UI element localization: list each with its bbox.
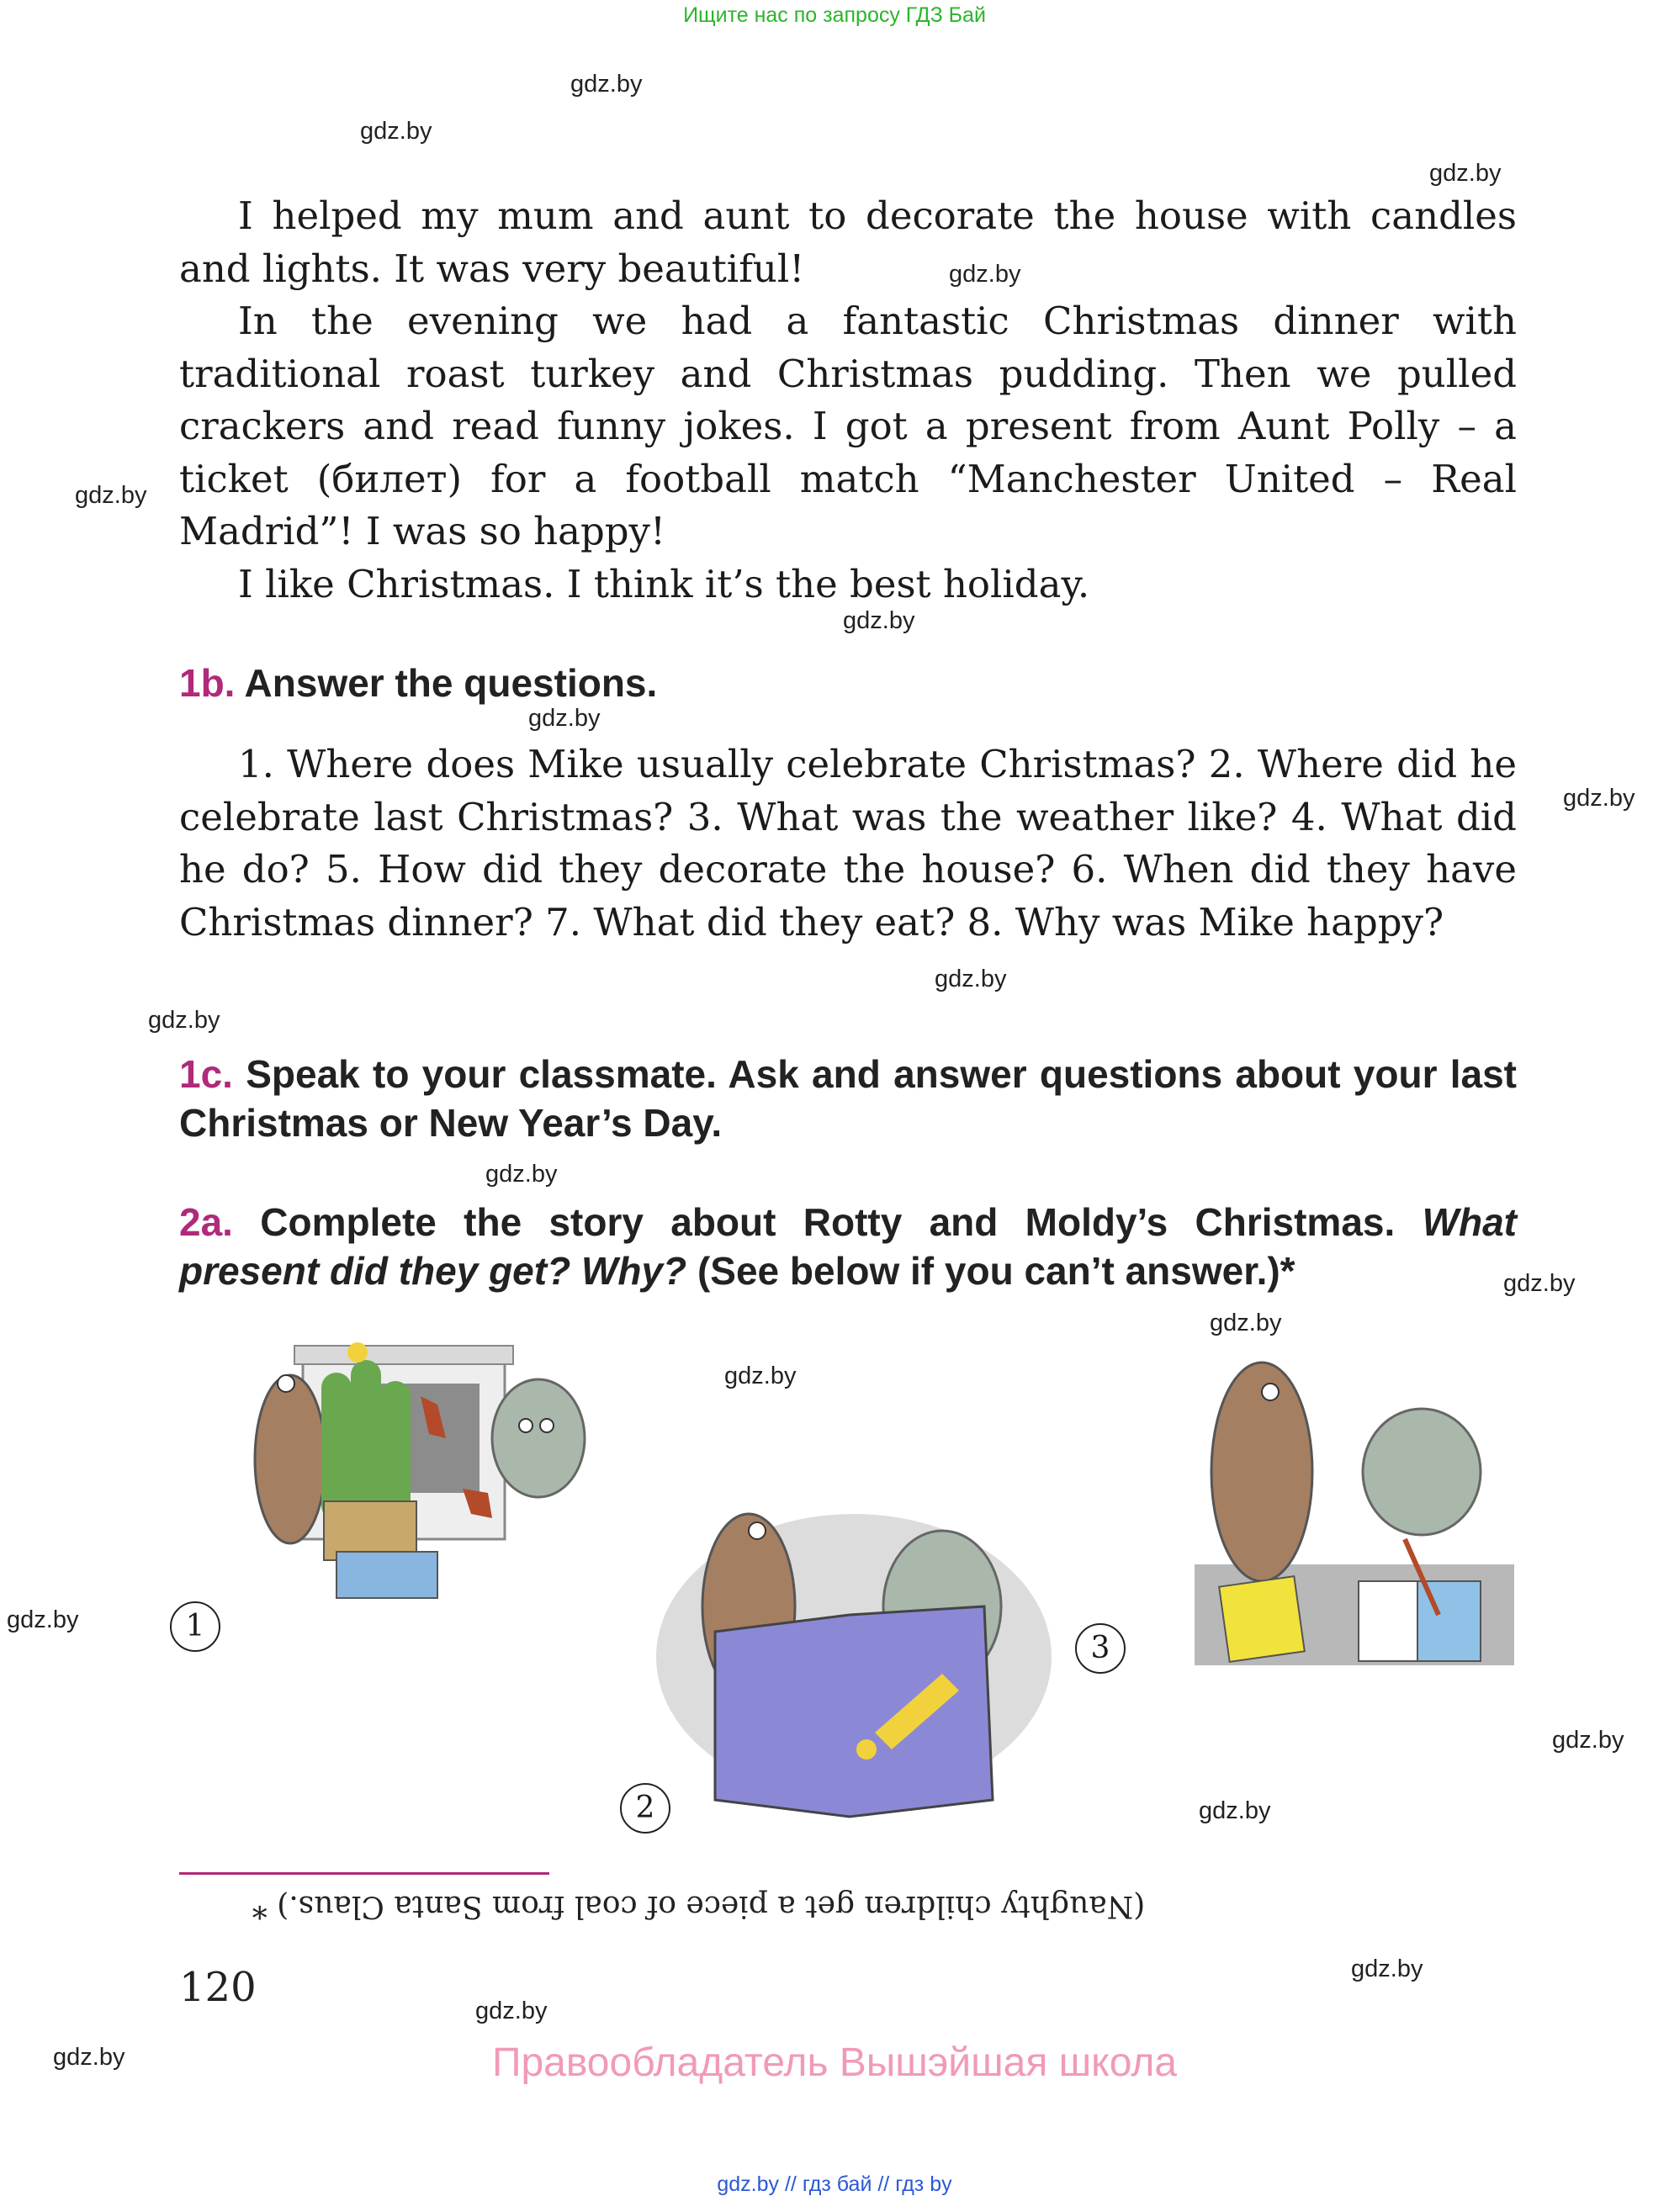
watermark: gdz.by: [528, 705, 601, 732]
rotty-eye: [1262, 1384, 1279, 1400]
watermark: gdz.by: [1210, 1310, 1282, 1336]
watermark: gdz.by: [7, 1606, 79, 1633]
watermark: gdz.by: [53, 2044, 125, 2071]
task-italic-question: What present did they get? Why?: [179, 1200, 1517, 1293]
star: [347, 1342, 368, 1363]
illustration-2: [656, 1480, 1052, 1834]
watermark: gdz.by: [1563, 785, 1635, 812]
copyright-holder: Правообладатель Вышэйшая школа: [491, 2040, 1178, 2085]
mantel: [294, 1346, 513, 1364]
footnote-rule: [179, 1872, 549, 1875]
watermark: gdz.by: [570, 71, 643, 98]
story-paragraph: I like Christmas. I think it’s the best holiday.: [238, 561, 1090, 606]
story-paragraph: In the evening we had a fantastic Christmas dinner with traditional roast turkey and Christmas pudding. Then we pulled crackers and read funny jokes. I got a present from Aunt Polly – a ticket (билет) for a football match “Manchester United – Real Madrid”! I was so happy!: [179, 299, 1517, 553]
illustration-3: [1144, 1346, 1514, 1682]
watermark: gdz.by: [1199, 1797, 1271, 1824]
cactus: [336, 1375, 395, 1510]
illustration-1: [210, 1337, 606, 1648]
story-paragraph: I helped my mum and aunt to decorate the house with candles and lights. It was very beautiful!: [179, 193, 1517, 291]
rotty-eye: [278, 1375, 294, 1392]
star: [856, 1739, 877, 1760]
task-tail: (See below if you can’t answer.)*: [697, 1249, 1295, 1293]
footnote-upside-down: (Naughty children get a piece of coal from Santa Claus.) *: [252, 1889, 1146, 1924]
notebook-page: [1359, 1581, 1417, 1661]
watermark: gdz.by: [485, 1161, 558, 1188]
watermark: gdz.by: [75, 482, 147, 509]
bottom-links[interactable]: gdz.by // гдз бай // гдз by: [717, 2172, 952, 2196]
watermark: gdz.by: [1429, 160, 1502, 187]
task-number: 1b.: [179, 661, 236, 705]
task-title: Answer the questions.: [244, 661, 658, 705]
watermark: gdz.by: [360, 118, 432, 145]
story-text: [179, 190, 1517, 611]
task-1b-questions: [179, 738, 1517, 949]
task-title: Speak to your classmate. Ask and answer questions about your last Christmas or New Year’s Day.: [179, 1052, 1518, 1145]
songbook: [715, 1606, 993, 1817]
task-number: 1c.: [179, 1052, 233, 1096]
moldy-character: [1363, 1409, 1481, 1535]
watermark: gdz.by: [1351, 1955, 1423, 1982]
picture-number-3: 3: [1075, 1623, 1126, 1674]
top-search-link[interactable]: Ищите нас по запросу ГДЗ Бай: [683, 3, 986, 27]
task-2a-heading: [179, 1198, 1517, 1295]
rotty-eye: [749, 1522, 766, 1539]
watermark: gdz.by: [148, 1007, 220, 1034]
watermark: gdz.by: [1552, 1727, 1624, 1754]
task-1b-heading: [179, 659, 1517, 707]
watermark: gdz.by: [1503, 1270, 1576, 1297]
watermark: gdz.by: [949, 261, 1021, 288]
yellow-card: [1219, 1576, 1305, 1662]
picture-number-1: 1: [170, 1601, 220, 1652]
task-title: Complete the story about Rotty and Moldy’s Christmas.: [260, 1200, 1396, 1244]
task-number: 2a.: [179, 1200, 233, 1244]
watermark: gdz.by: [935, 966, 1007, 992]
watermark: gdz.by: [724, 1363, 797, 1389]
watermark: gdz.by: [843, 607, 915, 634]
present-box: [336, 1552, 437, 1598]
task-1c-heading: [179, 1050, 1517, 1147]
moldy-eye: [540, 1419, 554, 1432]
rotty-character: [255, 1375, 326, 1543]
moldy-character: [492, 1379, 585, 1497]
moldy-eye: [519, 1419, 532, 1432]
picture-number-2: 2: [620, 1783, 670, 1834]
watermark: gdz.by: [475, 1998, 548, 2024]
questions-text: 1. Where does Mike usually celebrate Christmas? 2. Where did he celebrate last Christmas? 3. What was the weather like? 4. What did he do? 5. How did they decorate the house? 6. When did they have Christmas dinner? 7. What did they eat? 8. Why was Mike happy?: [179, 742, 1517, 945]
page-number: 120: [179, 1964, 257, 2011]
